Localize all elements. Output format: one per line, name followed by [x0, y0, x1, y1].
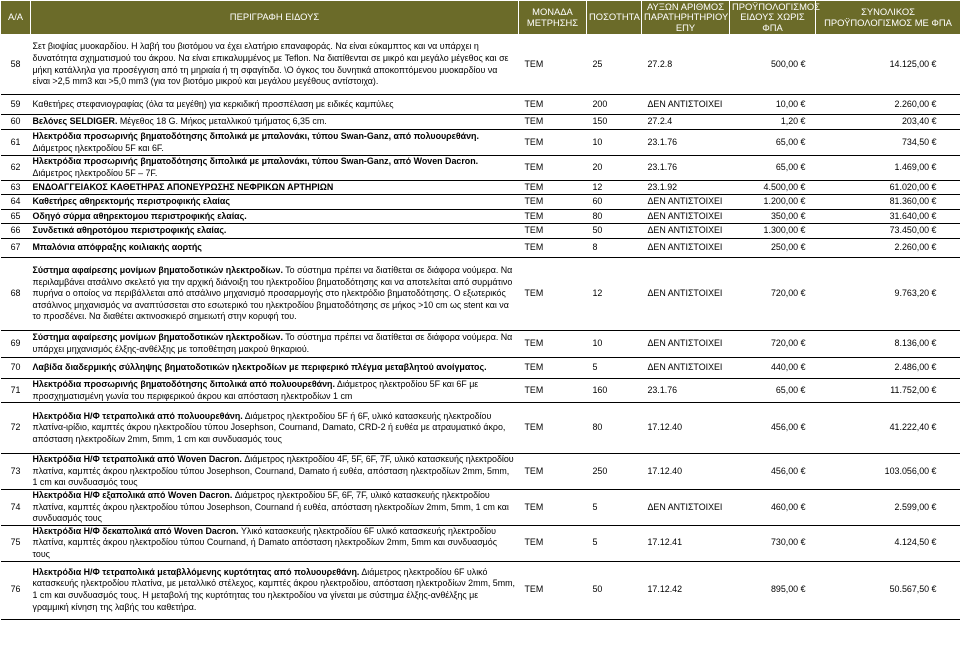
- item-number: 70: [1, 358, 31, 379]
- item-details: Καθετήρες στεφανιογραφίας (όλα τα μεγέθη) για κερκιδική προσπέλαση με ειδικές καμπύλες: [32, 98, 394, 109]
- item-observatory-number: ΔΕΝ ΑΝΤΙΣΤΟΙΧΕΙ: [642, 239, 730, 258]
- header-quantity: ΠΟΣΟΤΗΤΑ: [587, 1, 642, 35]
- table-row: [1, 210, 960, 224]
- item-title: Ηλεκτρόδια Η/Φ τετραπολικά μεταβλλόμενης κυρτότητας από πολυουρεθάνη.: [32, 566, 360, 577]
- item-observatory-number: 17.12.41: [642, 525, 730, 561]
- item-number: 67: [1, 239, 31, 258]
- item-unit: ΤΕΜ: [519, 454, 587, 490]
- item-observatory-number: ΔΕΝ ΑΝΤΙΣΤΟΙΧΕΙ: [642, 358, 730, 379]
- item-quantity: 200: [587, 95, 642, 115]
- item-unit: ΤΕΜ: [519, 258, 587, 331]
- item-description: [31, 258, 519, 331]
- item-price: 1.200,00 €: [730, 195, 816, 210]
- item-description: [31, 195, 519, 210]
- item-details: Διάμετρος ηλεκτροδίου 6F υλικό κατασκευής ηλεκτροδίου πλατίνα, με μεταλλικό στέλεχος, καμπτές άκρου ηλεκτροδίου, απόσταση ηλεκτροδίων 2mm, 5mm, 1 cm και συνδυασμός τους. Η μεταβολή της κυρτότητας του ηλεκτροδίου να γίνεται με σύστημα έλξης-ανθέλξης με γραμμική κίνηση της λαβής του καθετήρα.: [32, 566, 515, 612]
- item-price: 456,00 €: [730, 403, 816, 454]
- item-quantity: 50: [587, 224, 642, 239]
- header-description: ΠΕΡΙΓΡΑΦΗ ΕΙΔΟΥΣ: [31, 1, 519, 35]
- item-quantity: 80: [587, 210, 642, 224]
- item-quantity: 80: [587, 403, 642, 454]
- item-unit: ΤΕΜ: [519, 195, 587, 210]
- item-observatory-number: 23.1.76: [642, 379, 730, 403]
- item-description: [31, 454, 519, 490]
- table-row: [1, 224, 960, 239]
- item-number: 74: [1, 489, 31, 525]
- item-details: Το σύστημα πρέπει να διατίθεται σε διάφορα νούμερα. Να υπάρχει μηχανισμός έλξης-ανθέλξης με τοποθέτηση μακρού θηκαριού.: [32, 332, 513, 354]
- item-observatory-number: 23.1.92: [642, 181, 730, 195]
- item-details: Υλικό κατασκευής ηλεκτροδίου 6F υλικό κατασκευής ηλεκτροδίου πλατίνα, καμπτές άκρου ηλεκτροδίου τύπου Cournand, ή Damato απόσταση ηλεκτροδίων 2mm, 5mm και συνδυασμός τους: [32, 525, 497, 559]
- item-number: 64: [1, 195, 31, 210]
- item-total: 8.136,00 €: [816, 331, 960, 358]
- item-price: 460,00 €: [730, 489, 816, 525]
- table-row: [1, 358, 960, 379]
- item-number: 72: [1, 403, 31, 454]
- header-unit: ΜΟΝΑΔΑ ΜΕΤΡΗΣΗΣ: [519, 1, 587, 35]
- item-description: [31, 403, 519, 454]
- item-observatory-number: ΔΕΝ ΑΝΤΙΣΤΟΙΧΕΙ: [642, 224, 730, 239]
- item-price: 250,00 €: [730, 239, 816, 258]
- item-quantity: 10: [587, 331, 642, 358]
- item-number: 66: [1, 224, 31, 239]
- item-price: 440,00 €: [730, 358, 816, 379]
- item-total: 2.260,00 €: [816, 239, 960, 258]
- table-row: [1, 95, 960, 115]
- item-title: Ηλεκτρόδια Η/Φ δεκαπολικά από Woven Dacron.: [32, 525, 239, 536]
- item-number: 60: [1, 115, 31, 130]
- item-details: Διάμετρος ηλεκτροδίου 5F ή 6F, υλικό κατασκευής ηλεκτροδίου πλατίνα-ιρίδιο, καμπτές άκρου ηλεκτροδίου τύπου Josephson, Cournand, Damato, CRD-2 ή ευθέα με ατραυματικό άκρο, απόσταση ηλεκτροδίων 2mm, 5mm, 1 cm και συνδυασμός τους: [32, 410, 506, 444]
- item-quantity: 5: [587, 358, 642, 379]
- item-quantity: 160: [587, 379, 642, 403]
- item-title: Σύστημα αφαίρεσης μονίμων βηματοδοτικών ηλεκτροδίων.: [32, 332, 283, 343]
- item-quantity: 8: [587, 239, 642, 258]
- item-details: Διάμετρος ηλεκτροδίου 4F, 5F, 6F, 7F, υλικό κατασκευής ηλεκτροδίου πλατίνα, καμπτές άκρου ηλεκτροδίου τύπου Josephson, Cournand, Damato ή ευθέα, απόσταση ηλεκτροδίων 2mm, 5mm, 1 cm και συνδυασμός τους: [32, 454, 514, 488]
- item-price: 730,00 €: [730, 525, 816, 561]
- table-row: [1, 195, 960, 210]
- item-total: 73.450,00 €: [816, 224, 960, 239]
- item-total: 2.599,00 €: [816, 489, 960, 525]
- item-description: [31, 358, 519, 379]
- item-number: 76: [1, 561, 31, 619]
- table-row: [1, 379, 960, 403]
- item-title: ΕΝΔΟΑΓΓΕΙΑΚΟΣ ΚΑΘΕΤΗΡΑΣ ΑΠΟΝΕΥΡΩΣΗΣ ΝΕΦΡΙΚΩΝ ΑΡΤΗΡΙΩΝ: [32, 181, 334, 192]
- item-quantity: 5: [587, 489, 642, 525]
- item-details: Σετ βιοψίας μυοκαρδίου. Η λαβή του βιοτόμου να έχει ελατήριο επαναφοράς. Να είναι εύκαμπτος και να υπάρχει η δυνατότητα σχηματισμού του άκρου. Να είναι επικαλυμμένος με Teflon. Να διατίθενται σε μικρό και μεγάλο μέγεθος και σε μήκη κατάλληλα για προσέγγιση από τη μηριαία ή τη σφαγίτιδα. \Ο όγκος του δυνητικά αποκοπτόμενου μυοκαρδίου να είναι >2,5 mm3 και >5,0 mm3 (για τον βιοτόμο μικρού και μεγάλου μεγέθους αντίστοιχα).: [32, 41, 509, 87]
- item-title: Ηλεκτρόδια Η/Φ τετραπολικά από Woven Dacron.: [32, 454, 242, 465]
- item-description: [31, 156, 519, 181]
- item-price: 1.300,00 €: [730, 224, 816, 239]
- item-description: [31, 95, 519, 115]
- item-observatory-number: ΔΕΝ ΑΝΤΙΣΤΟΙΧΕΙ: [642, 210, 730, 224]
- item-quantity: 25: [587, 35, 642, 95]
- header-observatory-number: ΑΥΞΩΝ ΑΡΙΘΜΟΣ ΠΑΡΑΤΗΡΗΤΗΡΙΟΥ ΕΠΥ: [642, 1, 730, 35]
- item-total: 50.567,50 €: [816, 561, 960, 619]
- header-aa: Α/Α: [1, 1, 31, 35]
- item-description: [31, 239, 519, 258]
- item-unit: ΤΕΜ: [519, 181, 587, 195]
- item-observatory-number: 17.12.40: [642, 454, 730, 490]
- item-observatory-number: ΔΕΝ ΑΝΤΙΣΤΟΙΧΕΙ: [642, 489, 730, 525]
- item-observatory-number: 17.12.42: [642, 561, 730, 619]
- item-description: [31, 525, 519, 561]
- item-quantity: 12: [587, 258, 642, 331]
- item-details: Διάμετρος ηλεκτροδίου 5F και 6F με προσχηματισμένη γωνία του περιφερικού άκρου και απόσταση ηλεκτροδίων 1 cm: [32, 379, 479, 401]
- item-unit: ΤΕΜ: [519, 115, 587, 130]
- item-quantity: 50: [587, 561, 642, 619]
- item-details: Διάμετρος ηλεκτροδίου 5F, 6F, 7F, υλικό κατασκευής ηλεκτροδίου πλατίνα, καμπτές άκρου ηλεκτροδίου τύπου Josephson, Cournand ή ευθέα, απόσταση ηλεκτροδίων 2mm, 5mm, 1 cm και συνδυασμός τους: [32, 489, 509, 524]
- item-description: [31, 210, 519, 224]
- item-number: 59: [1, 95, 31, 115]
- item-title: Ηλεκτρόδια προσωρινής βηματοδότησης διπολικά από πολυουρεθάνη.: [32, 379, 335, 389]
- item-total: 61.020,00 €: [816, 181, 960, 195]
- item-number: 63: [1, 181, 31, 195]
- item-details: Μέγεθος 18 G. Μήκος μεταλλικού τμήματος 6,35 cm.: [117, 116, 327, 127]
- item-total: 31.640,00 €: [816, 210, 960, 224]
- table-row: [1, 156, 960, 181]
- table-row: [1, 35, 960, 95]
- header-price-no-vat: ΠΡΟΫΠΟΛΟΓΙΣΜΟΣ ΕΙΔΟΥΣ ΧΩΡΙΣ ΦΠΑ: [730, 1, 816, 35]
- item-description: [31, 130, 519, 156]
- item-unit: ΤΕΜ: [519, 130, 587, 156]
- item-title: Καθετήρες αθηρεκτομής περιστροφικής ελαίας: [32, 196, 230, 207]
- item-total: 4.124,50 €: [816, 525, 960, 561]
- item-unit: ΤΕΜ: [519, 331, 587, 358]
- item-observatory-number: 23.1.76: [642, 130, 730, 156]
- item-description: [31, 379, 519, 403]
- item-description: [31, 561, 519, 619]
- item-total: 11.752,00 €: [816, 379, 960, 403]
- item-description: [31, 181, 519, 195]
- item-title: Ηλεκτρόδια Η/Φ εξαπολικά από Woven Dacron.: [32, 489, 233, 500]
- table-row: [1, 258, 960, 331]
- item-details: Διάμετρος ηλεκτροδίου 5F – 7F.: [32, 168, 158, 178]
- item-unit: ΤΕΜ: [519, 561, 587, 619]
- item-quantity: 5: [587, 525, 642, 561]
- item-number: 69: [1, 331, 31, 358]
- item-number: 58: [1, 35, 31, 95]
- item-observatory-number: 23.1.76: [642, 156, 730, 181]
- item-total: 14.125,00 €: [816, 35, 960, 95]
- table-row: [1, 130, 960, 156]
- item-price: 720,00 €: [730, 331, 816, 358]
- item-details: Διάμετρος ηλεκτροδίου 5F και 6F.: [32, 142, 164, 153]
- item-unit: ΤΕΜ: [519, 358, 587, 379]
- item-unit: ΤΕΜ: [519, 239, 587, 258]
- item-price: 456,00 €: [730, 454, 816, 490]
- item-unit: ΤΕΜ: [519, 156, 587, 181]
- item-unit: ΤΕΜ: [519, 224, 587, 239]
- item-title: Ηλεκτρόδια Η/Φ τετραπολικά από πολυουρεθάνη.: [32, 410, 243, 421]
- table-row: [1, 239, 960, 258]
- item-price: 720,00 €: [730, 258, 816, 331]
- table-row: [1, 403, 960, 454]
- item-price: 4.500,00 €: [730, 181, 816, 195]
- item-observatory-number: 17.12.40: [642, 403, 730, 454]
- header-total-with-vat: ΣΥΝΟΛΙΚΟΣ ΠΡΟΫΠΟΛΟΓΙΣΜΟΣ ΜΕ ΦΠΑ: [816, 1, 960, 35]
- item-number: 65: [1, 210, 31, 224]
- item-price: 350,00 €: [730, 210, 816, 224]
- item-description: [31, 489, 519, 525]
- item-total: 103.056,00 €: [816, 454, 960, 490]
- item-total: 203,40 €: [816, 115, 960, 130]
- item-price: 65,00 €: [730, 379, 816, 403]
- item-unit: ΤΕΜ: [519, 95, 587, 115]
- item-title: Οδηγό σύρμα αθηρεκτομου περιστροφικής ελαίας.: [32, 210, 247, 221]
- item-title: Ηλεκτρόδια προσωρινής βηματοδότησης διπολικά με μπαλονάκι, τύπου Swan-Ganz, από Woven Dacron.: [32, 156, 479, 167]
- item-title: Συνδετικά αθηροτόμου περιστροφικής ελαίας.: [32, 225, 227, 236]
- item-number: 61: [1, 130, 31, 156]
- item-total: 2.260,00 €: [816, 95, 960, 115]
- item-number: 73: [1, 454, 31, 490]
- item-quantity: 12: [587, 181, 642, 195]
- table-row: [1, 561, 960, 619]
- item-title: Μπαλόνια απόφραξης κοιλιακής αορτής: [32, 242, 202, 253]
- item-unit: ΤΕΜ: [519, 403, 587, 454]
- item-price: 1,20 €: [730, 115, 816, 130]
- item-title: Βελόνες SELDIGER.: [32, 116, 118, 127]
- item-description: [31, 35, 519, 95]
- item-unit: ΤΕΜ: [519, 525, 587, 561]
- item-description: [31, 224, 519, 239]
- item-total: 1.469,00 €: [816, 156, 960, 181]
- item-price: 10,00 €: [730, 95, 816, 115]
- item-title: Ηλεκτρόδια προσωρινής βηματοδότησης διπολικά με μπαλονάκι, τύπου Swan-Ganz, από πολυουρεθάνη.: [32, 130, 479, 141]
- item-details: Το σύστημα πρέπει να διατίθεται σε διάφορα νούμερα. Να περιλαμβάνει ατσάλινο σκελετό για την αρχική διάνοιξη του ηλεκτροδίου βηματοδότησης και να αποτελείται από συρμάτινο πυρήνα ο οποίος να περιβάλλεται από ατσάλινο μηχανισμό προσαρμογής στο ηλεκτρόδιο βηματοδότησης. Ο εξωτερικός ατσάλινος μηχανισμός να αναπτύσσεται στο εσωτερικό του ηλεκτροδίου βηματοδότησης σε μήκος >10 cm ως stent και να το προσδένει. Να διαθέτει ακτινοσκιερό σημειωτή στην κορυφή του.: [32, 265, 513, 322]
- item-number: 62: [1, 156, 31, 181]
- item-total: 81.360,00 €: [816, 195, 960, 210]
- item-quantity: 250: [587, 454, 642, 490]
- item-quantity: 60: [587, 195, 642, 210]
- table-row: [1, 115, 960, 130]
- item-total: 734,50 €: [816, 130, 960, 156]
- item-total: 2.486,00 €: [816, 358, 960, 379]
- item-unit: ΤΕΜ: [519, 210, 587, 224]
- item-number: 75: [1, 525, 31, 561]
- item-total: 9.763,20 €: [816, 258, 960, 331]
- table-row: [1, 489, 960, 525]
- table-row: [1, 525, 960, 561]
- item-quantity: 20: [587, 156, 642, 181]
- item-price: 65,00 €: [730, 156, 816, 181]
- item-price: 895,00 €: [730, 561, 816, 619]
- item-description: [31, 331, 519, 358]
- item-title: Σύστημα αφαίρεσης μονίμων βηματοδοτικών ηλεκτροδίων.: [32, 265, 283, 276]
- item-observatory-number: 27.2.8: [642, 35, 730, 95]
- item-number: 71: [1, 379, 31, 403]
- item-quantity: 10: [587, 130, 642, 156]
- item-number: 68: [1, 258, 31, 331]
- item-price: 65,00 €: [730, 130, 816, 156]
- item-quantity: 150: [587, 115, 642, 130]
- item-observatory-number: 27.2.4: [642, 115, 730, 130]
- item-title: Λαβίδα διαδερμικής σύλληψης βηματοδοτικών ηλεκτροδίων με περιφερικό πλέγμα μεταβλητού ανοίγματος.: [32, 362, 487, 373]
- table-row: [1, 454, 960, 490]
- table-header-row: [1, 1, 960, 35]
- item-observatory-number: ΔΕΝ ΑΝΤΙΣΤΟΙΧΕΙ: [642, 331, 730, 358]
- item-price: 500,00 €: [730, 35, 816, 95]
- item-description: [31, 115, 519, 130]
- item-observatory-number: ΔΕΝ ΑΝΤΙΣΤΟΙΧΕΙ: [642, 195, 730, 210]
- table-row: [1, 331, 960, 358]
- item-unit: ΤΕΜ: [519, 379, 587, 403]
- item-observatory-number: ΔΕΝ ΑΝΤΙΣΤΟΙΧΕΙ: [642, 258, 730, 331]
- table-row: [1, 181, 960, 195]
- item-unit: ΤΕΜ: [519, 35, 587, 95]
- item-unit: ΤΕΜ: [519, 489, 587, 525]
- item-observatory-number: ΔΕΝ ΑΝΤΙΣΤΟΙΧΕΙ: [642, 95, 730, 115]
- item-total: 41.222,40 €: [816, 403, 960, 454]
